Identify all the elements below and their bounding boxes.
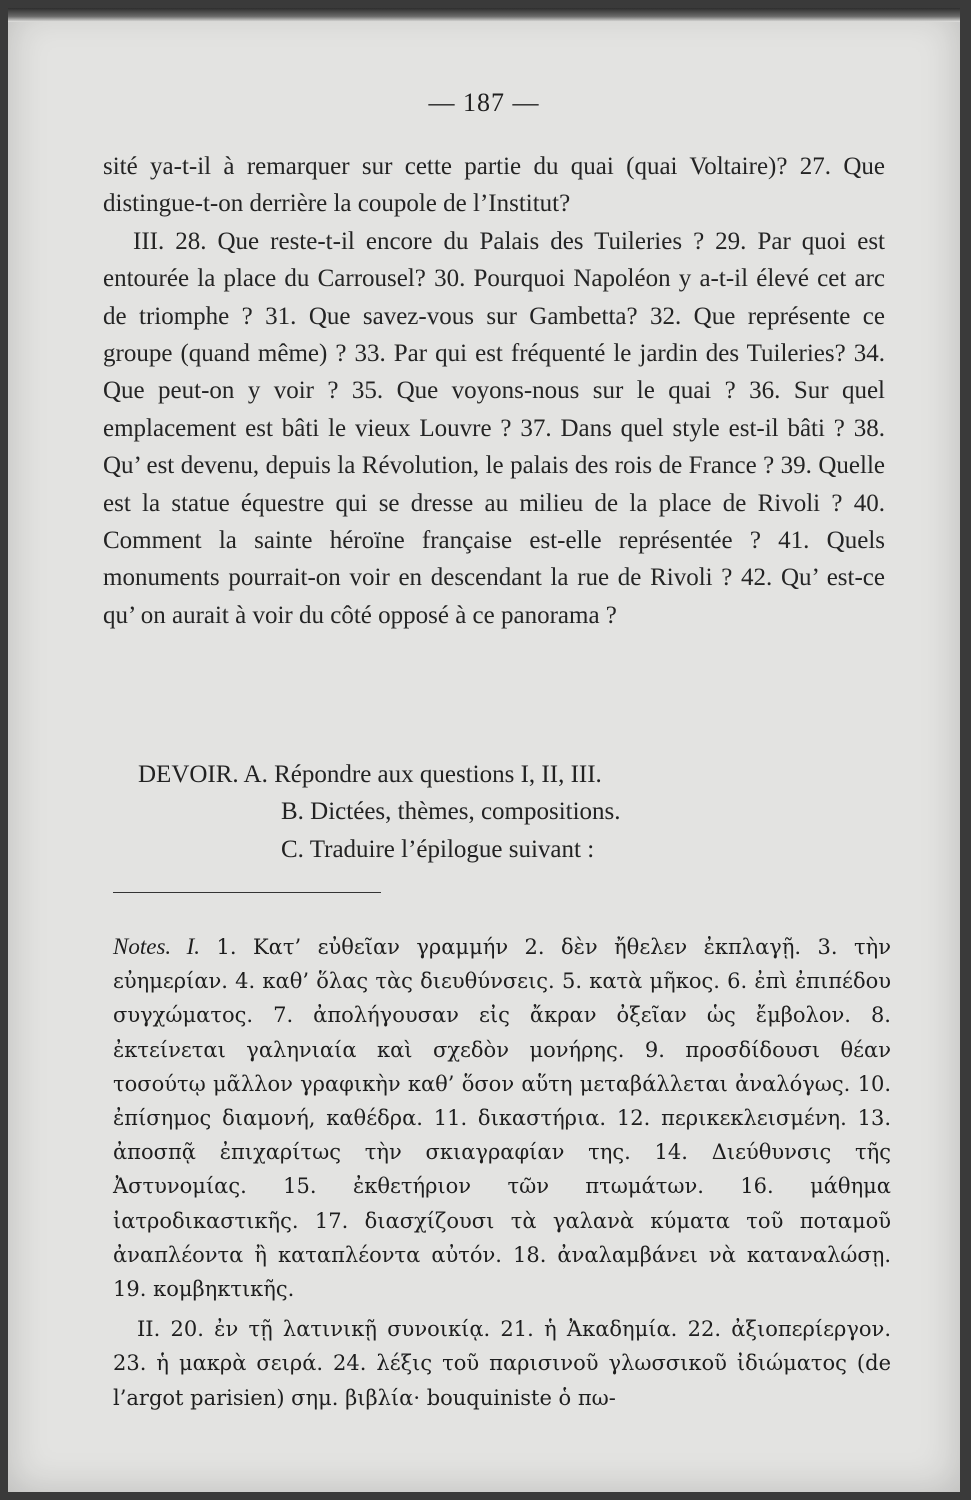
page-number: — 187 — bbox=[428, 88, 540, 117]
notes-block bbox=[113, 930, 891, 1415]
scan-top-edge bbox=[8, 8, 960, 22]
notes-label: Notes. I. bbox=[113, 934, 201, 959]
devoir-line-a: DEVOIR. A. Répondre aux questions I, II, III. bbox=[138, 761, 602, 788]
notes-paragraph-two: II. 20. ἐν τῇ λατινικῇ συνοικίᾳ. 21. ἡ Ἀκαδημία. 22. ἀξιοπερίεργον. 23. ἡ μακρὰ σειρά. 24. λέξις τοῦ παρισινοῦ γλωσσικοῦ ἰδιώματος (de l’argot parisien) σημ. βιβλία· bouquiniste ὁ πω- bbox=[113, 1317, 891, 1410]
paragraph-section-three: III. 28. Que reste-t-il encore du Palais des Tuileries ? 29. Par quoi est entourée la place du Carrousel? 30. Pourquoi Napoléon y a-t-il élevé cet arc de triomphe ? 31. Que savez-vous sur Gambetta? 32. Que représente ce groupe (quand même) ? 33. Par qui est fréquenté le jardin des Tuileries? 34. Que peut-on y voir ? 35. Que voyons-nous sur le quai ? 36. Sur quel emplacement est bâti le vieux Louvre ? 37. Dans quel style est-il bâti ? 38. Qu’ est devenu, depuis la Révolution, le palais des rois de France ? 39. Quelle est la statue équestre qui se dresse au milieu de la place de Rivoli ? 40. Comment la sainte héroïne française est-elle représentée ? 41. Quels monuments pourrait-on voir en descendant la rue de Rivoli ? 42. Qu’ est-ce qu’ on aurait à voir du côté opposé à ce panorama ? bbox=[103, 227, 885, 629]
paragraph-continuation: sité ya-t-il à remarquer sur cette partie du quai (quai Voltaire)? 27. Que distingue-t-on derrière la coupole de l’Institut? bbox=[103, 153, 885, 218]
footnote-rule bbox=[113, 892, 381, 893]
devoir-line-b: B. Dictées, thèmes, compositions. bbox=[281, 798, 621, 826]
devoir-block bbox=[138, 756, 621, 868]
main-text bbox=[103, 148, 885, 634]
notes-paragraph-one bbox=[113, 930, 891, 1306]
notes-text-one: 1. Κατ’ εὐθεῖαν γραμμήν 2. δὲν ἤθελεν ἐκπλαγῇ. 3. τὴν εὐημερίαν. 4. καθ’ ὅλας τὰς διευθύνσεις. 5. κατὰ μῆκος. 6. ἐπὶ ἐπιπέδου συγχώματος. 7. ἀπολήγουσαν εἰς ἄκραν ὀξεῖαν ὡς ἔμβολον. 8. ἐκτείνεται γαληνιαία καὶ σχεδὸν μονήρης. 9. προσδίδουσι θέαν τοσούτῳ μᾶλλον γραφικὴν καθ’ ὅσον αὕτη μεταβάλλεται ἀναλόγως. 10. ἐπίσημος διαμονή, καθέδρα. 11. δικαστήρια. 12. περικεκλεισμένη. 13. ἀποσπᾷ ἐπιχαρίτως τὴν σκιαγραφίαν της. 14. Διεύθυνσις τῆς Ἀστυνομίας. 15. ἐκθετήριον τῶν πτωμάτων. 16. μάθημα ἰατροδικαστικῆς. 17. διασχίζουσι τὰ γαλανὰ κύματα τοῦ ποταμοῦ ἀναπλέοντα ἢ καταπλέοντα αὐτόν. 18. ἀναλαμβάνει νὰ καταναλώσῃ. 19. κομβηκτικῆς. bbox=[113, 935, 891, 1302]
book-page bbox=[8, 8, 960, 1492]
devoir-line-c: C. Traduire l’épilogue suivant : bbox=[281, 835, 595, 863]
